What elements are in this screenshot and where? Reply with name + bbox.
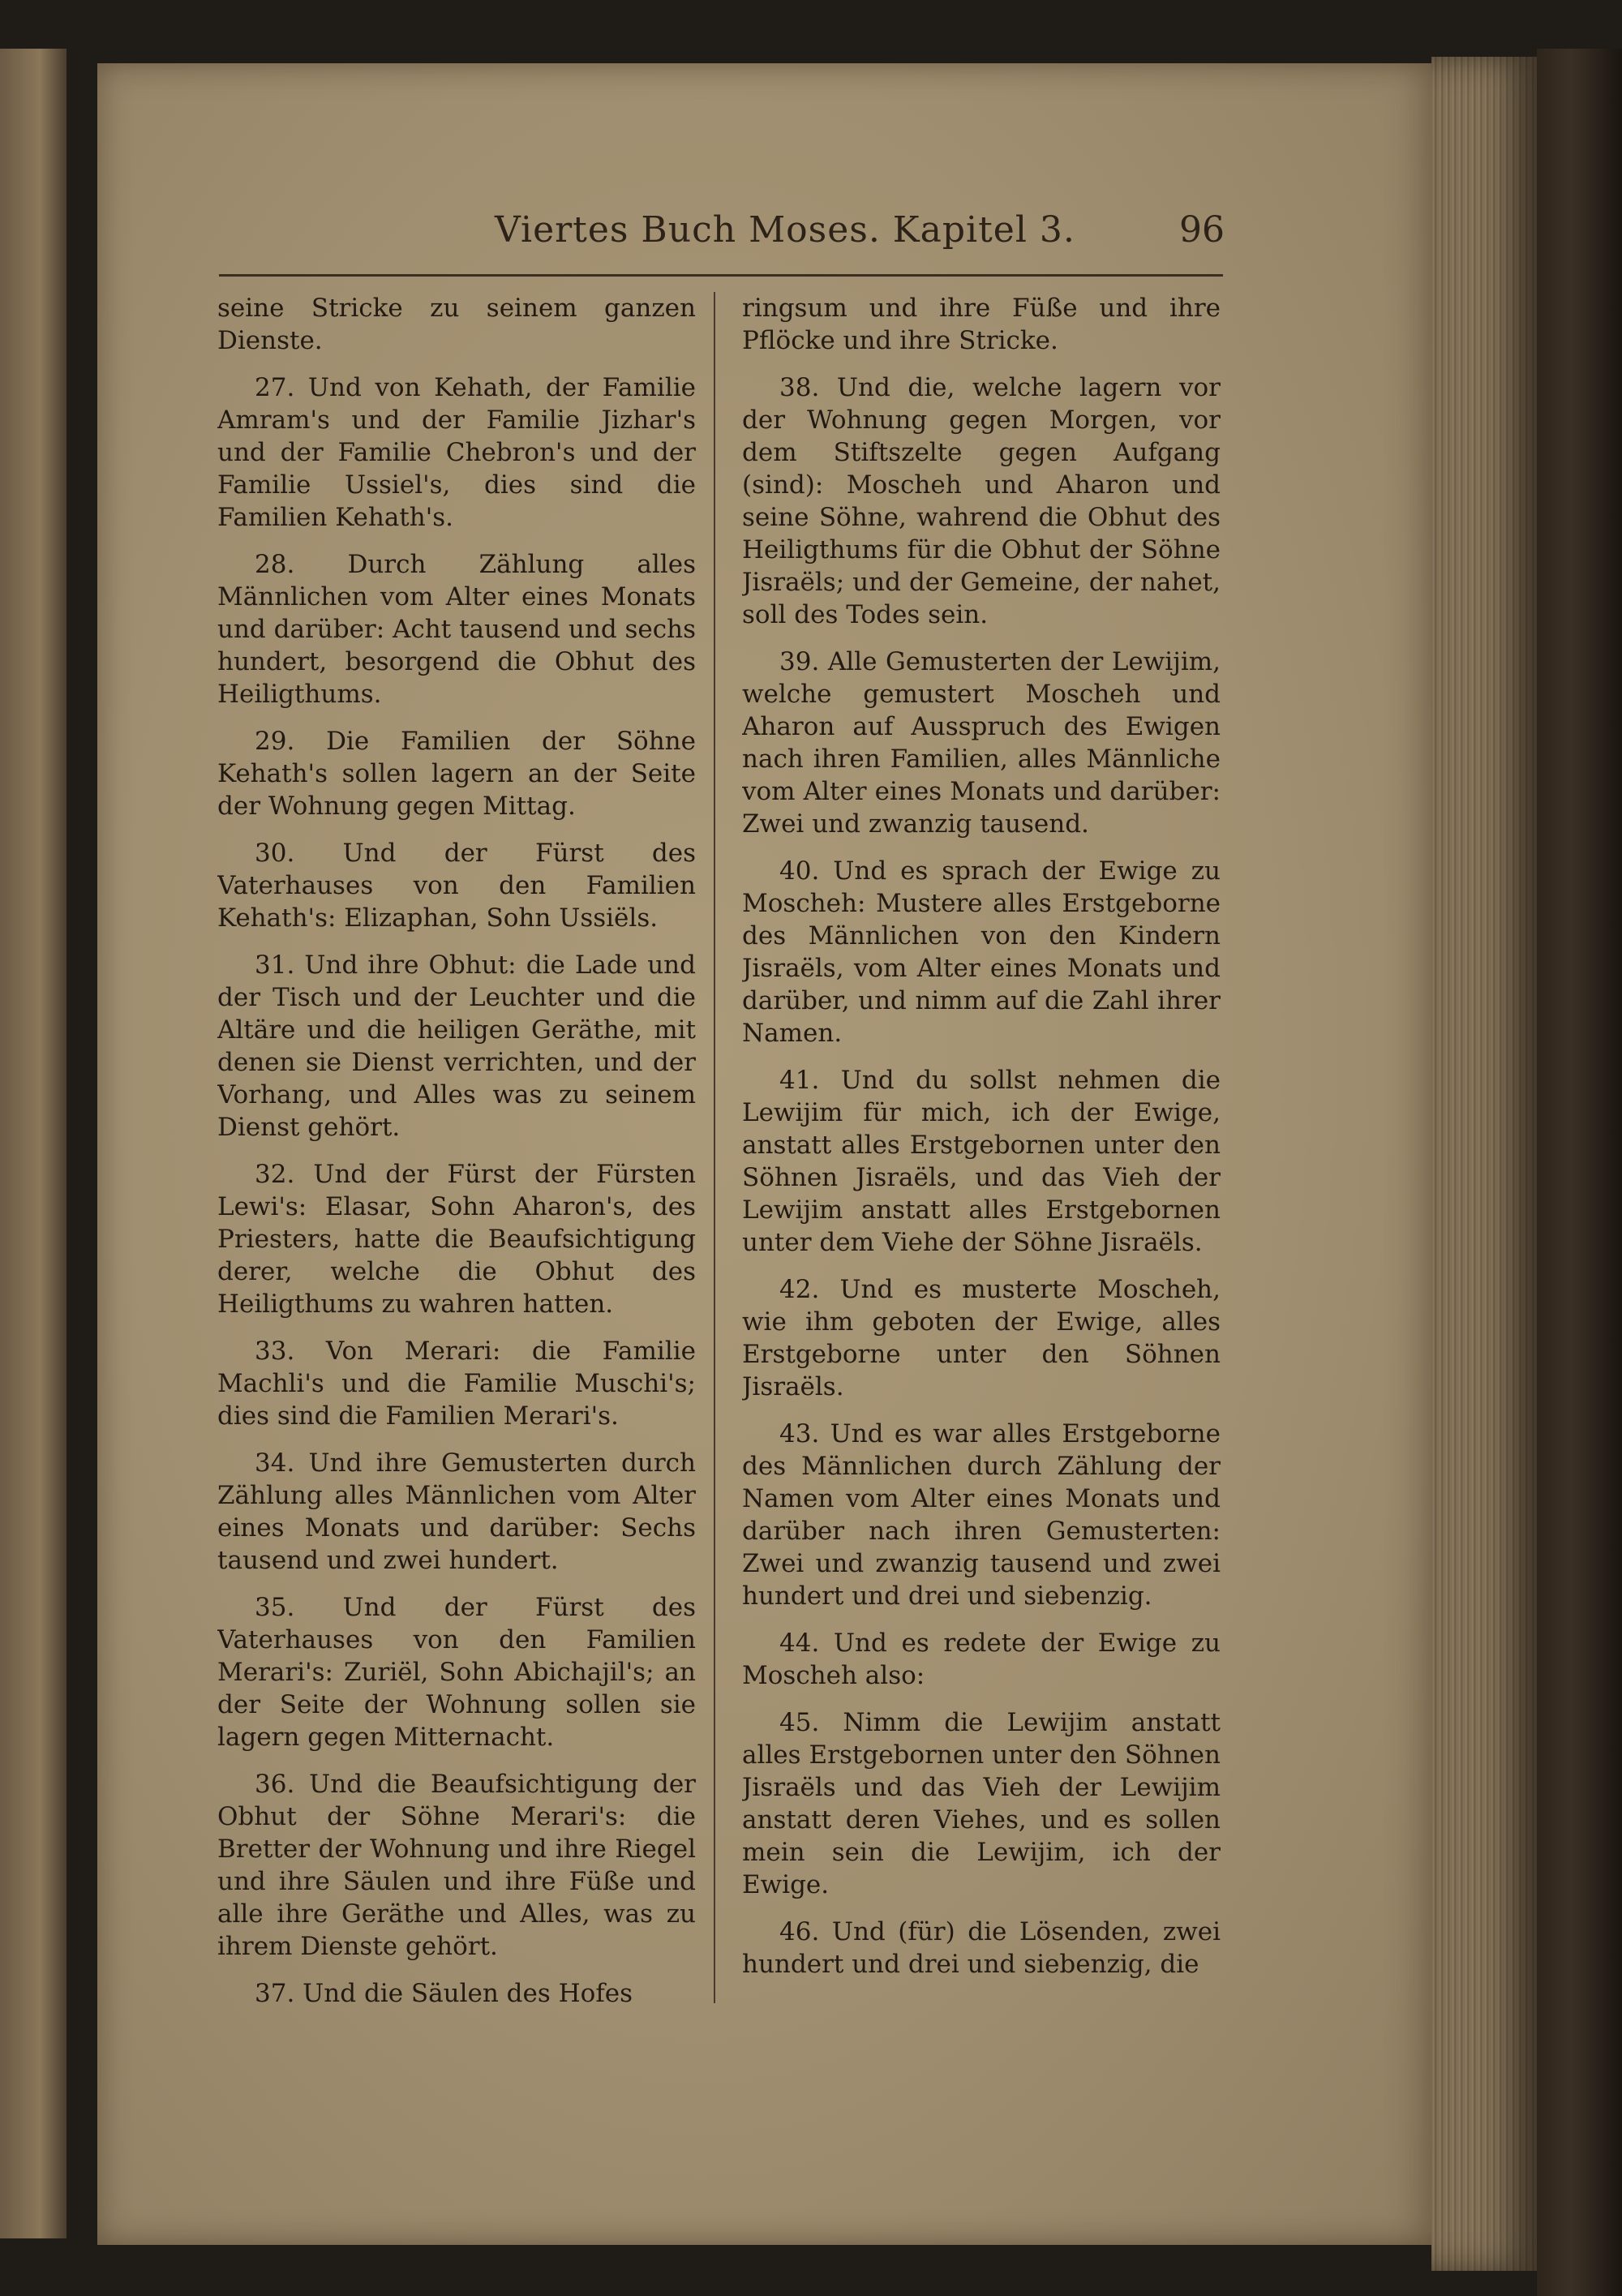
page-header — [219, 209, 1225, 268]
verse-38: 38. Und die, welche lagern vor der Wohnung gegen Morgen, vor dem Stiftszelte gegen Aufgang (sind): Moscheh und Aharon und seine Söhne, wahrend die Obhut des Heiligthums für die Obhut der Söhne Jisraëls; und der Gemeine, der nahet, soll des Todes sein. — [742, 373, 1221, 629]
verse-32: 32. Und der Fürst der Fürsten Lewi's: Elasar, Sohn Aharon's, des Priesters, hatte die Beaufsichtigung derer, welche die Obhut des Heiligthums zu wahren hatten. — [217, 1160, 696, 1319]
left-column — [217, 292, 696, 2011]
verse-37: 37. Und die Säulen des Hofes — [255, 1979, 633, 2008]
verse-continuation: ringsum und ihre Füße und ihre Pflöcke und ihre Stricke. — [742, 294, 1221, 355]
previous-page-edge — [0, 49, 67, 2238]
verse-44: 44. Und es redete der Ewige zu Moscheh also: — [742, 1629, 1221, 1690]
page-number: 96 — [1179, 209, 1225, 251]
right-column — [742, 292, 1221, 2011]
verse-27: 27. Und von Kehath, der Familie Amram's und der Familie Jizhar's und der Familie Chebron's und der Familie Ussiel's, dies sind die Familien Kehath's. — [217, 373, 696, 532]
verse-43: 43. Und es war alles Erstgeborne des Männlichen durch Zählung der Namen vom Alter eines Monats und darüber nach ihren Gemusterten: Zwei und zwanzig tausend und zwei hundert und drei und siebenzig. — [742, 1419, 1221, 1611]
verse-46: 46. Und (für) die Lösenden, zwei hundert und drei und siebenzig, die — [742, 1917, 1221, 1979]
verse-31: 31. Und ihre Obhut: die Lade und der Tisch und der Leuchter und die Altäre und die heiligen Geräthe, mit denen sie Dienst verrichten, und der Vorhang, und Alles was zu seinem Dienst gehört. — [217, 951, 696, 1142]
verse-28: 28. Durch Zählung alles Männlichen vom Alter eines Monats und darüber: Acht tausend und sechs hundert, besorgend die Obhut des Heiligthums. — [217, 550, 696, 709]
verse-34: 34. Und ihre Gemusterten durch Zählung alles Männlichen vom Alter eines Monats und darüber: Sechs tausend und zwei hundert. — [217, 1448, 696, 1575]
verse-35: 35. Und der Fürst des Vaterhauses von den Familien Merari's: Zuriël, Sohn Abichajil's; an der Seite der Wohnung sollen sie lagern gegen Mitternacht. — [217, 1593, 696, 1752]
verse-33: 33. Von Merari: die Familie Machli's und die Familie Muschi's; dies sind die Familien Merari's. — [217, 1337, 696, 1431]
header-rule — [219, 274, 1223, 277]
running-title: Viertes Buch Moses. Kapitel 3. — [495, 209, 1075, 251]
page-edges — [1431, 57, 1537, 2271]
verse-continuation: seine Stricke zu seinem ganzen Dienste. — [217, 294, 696, 355]
verse-45: 45. Nimm die Lewijim anstatt alles Erstgebornen unter den Söhnen Jisraëls und das Vieh der Lewijim anstatt deren Viehes, und es sollen mein sein die Lewijim, ich der Ewige. — [742, 1708, 1221, 1899]
verse-36: 36. Und die Beaufsichtigung der Obhut der Söhne Merari's: die Bretter der Wohnung und ihre Riegel und ihre Säulen und ihre Füße und alle ihre Geräthe und Alles, was zu ihrem Dienste gehört. — [217, 1770, 696, 1961]
verse-41: 41. Und du sollst nehmen die Lewijim für mich, ich der Ewige, anstatt alles Erstgebornen unter den Söhnen Jisraëls, und das Vieh der Lewijim anstatt alles Erstgebornen unter dem Viehe der Söhne Jisraëls. — [742, 1066, 1221, 1257]
column-divider — [714, 292, 715, 2003]
verse-40: 40. Und es sprach der Ewige zu Moscheh: Mustere alles Erstgeborne des Männlichen von den Kindern Jisraëls, vom Alter eines Monats und darüber, und nimm auf die Zahl ihrer Namen. — [742, 856, 1221, 1048]
verse-42: 42. Und es musterte Moscheh, wie ihm geboten der Ewige, alles Erstgeborne unter den Söhnen Jisraëls. — [742, 1275, 1221, 1401]
verse-30: 30. Und der Fürst des Vaterhauses von den Familien Kehath's: Elizaphan, Sohn Ussiëls. — [217, 839, 696, 933]
verse-39: 39. Alle Gemusterten der Lewijim, welche gemustert Moscheh und Aharon auf Ausspruch des Ewigen nach ihren Familien, alles Männliche vom Alter eines Monats und darüber: Zwei und zwanzig tausend. — [742, 647, 1221, 839]
book-cover-edge — [1537, 49, 1622, 2296]
verse-29: 29. Die Familien der Söhne Kehath's sollen lagern an der Seite der Wohnung gegen Mittag. — [217, 727, 696, 821]
